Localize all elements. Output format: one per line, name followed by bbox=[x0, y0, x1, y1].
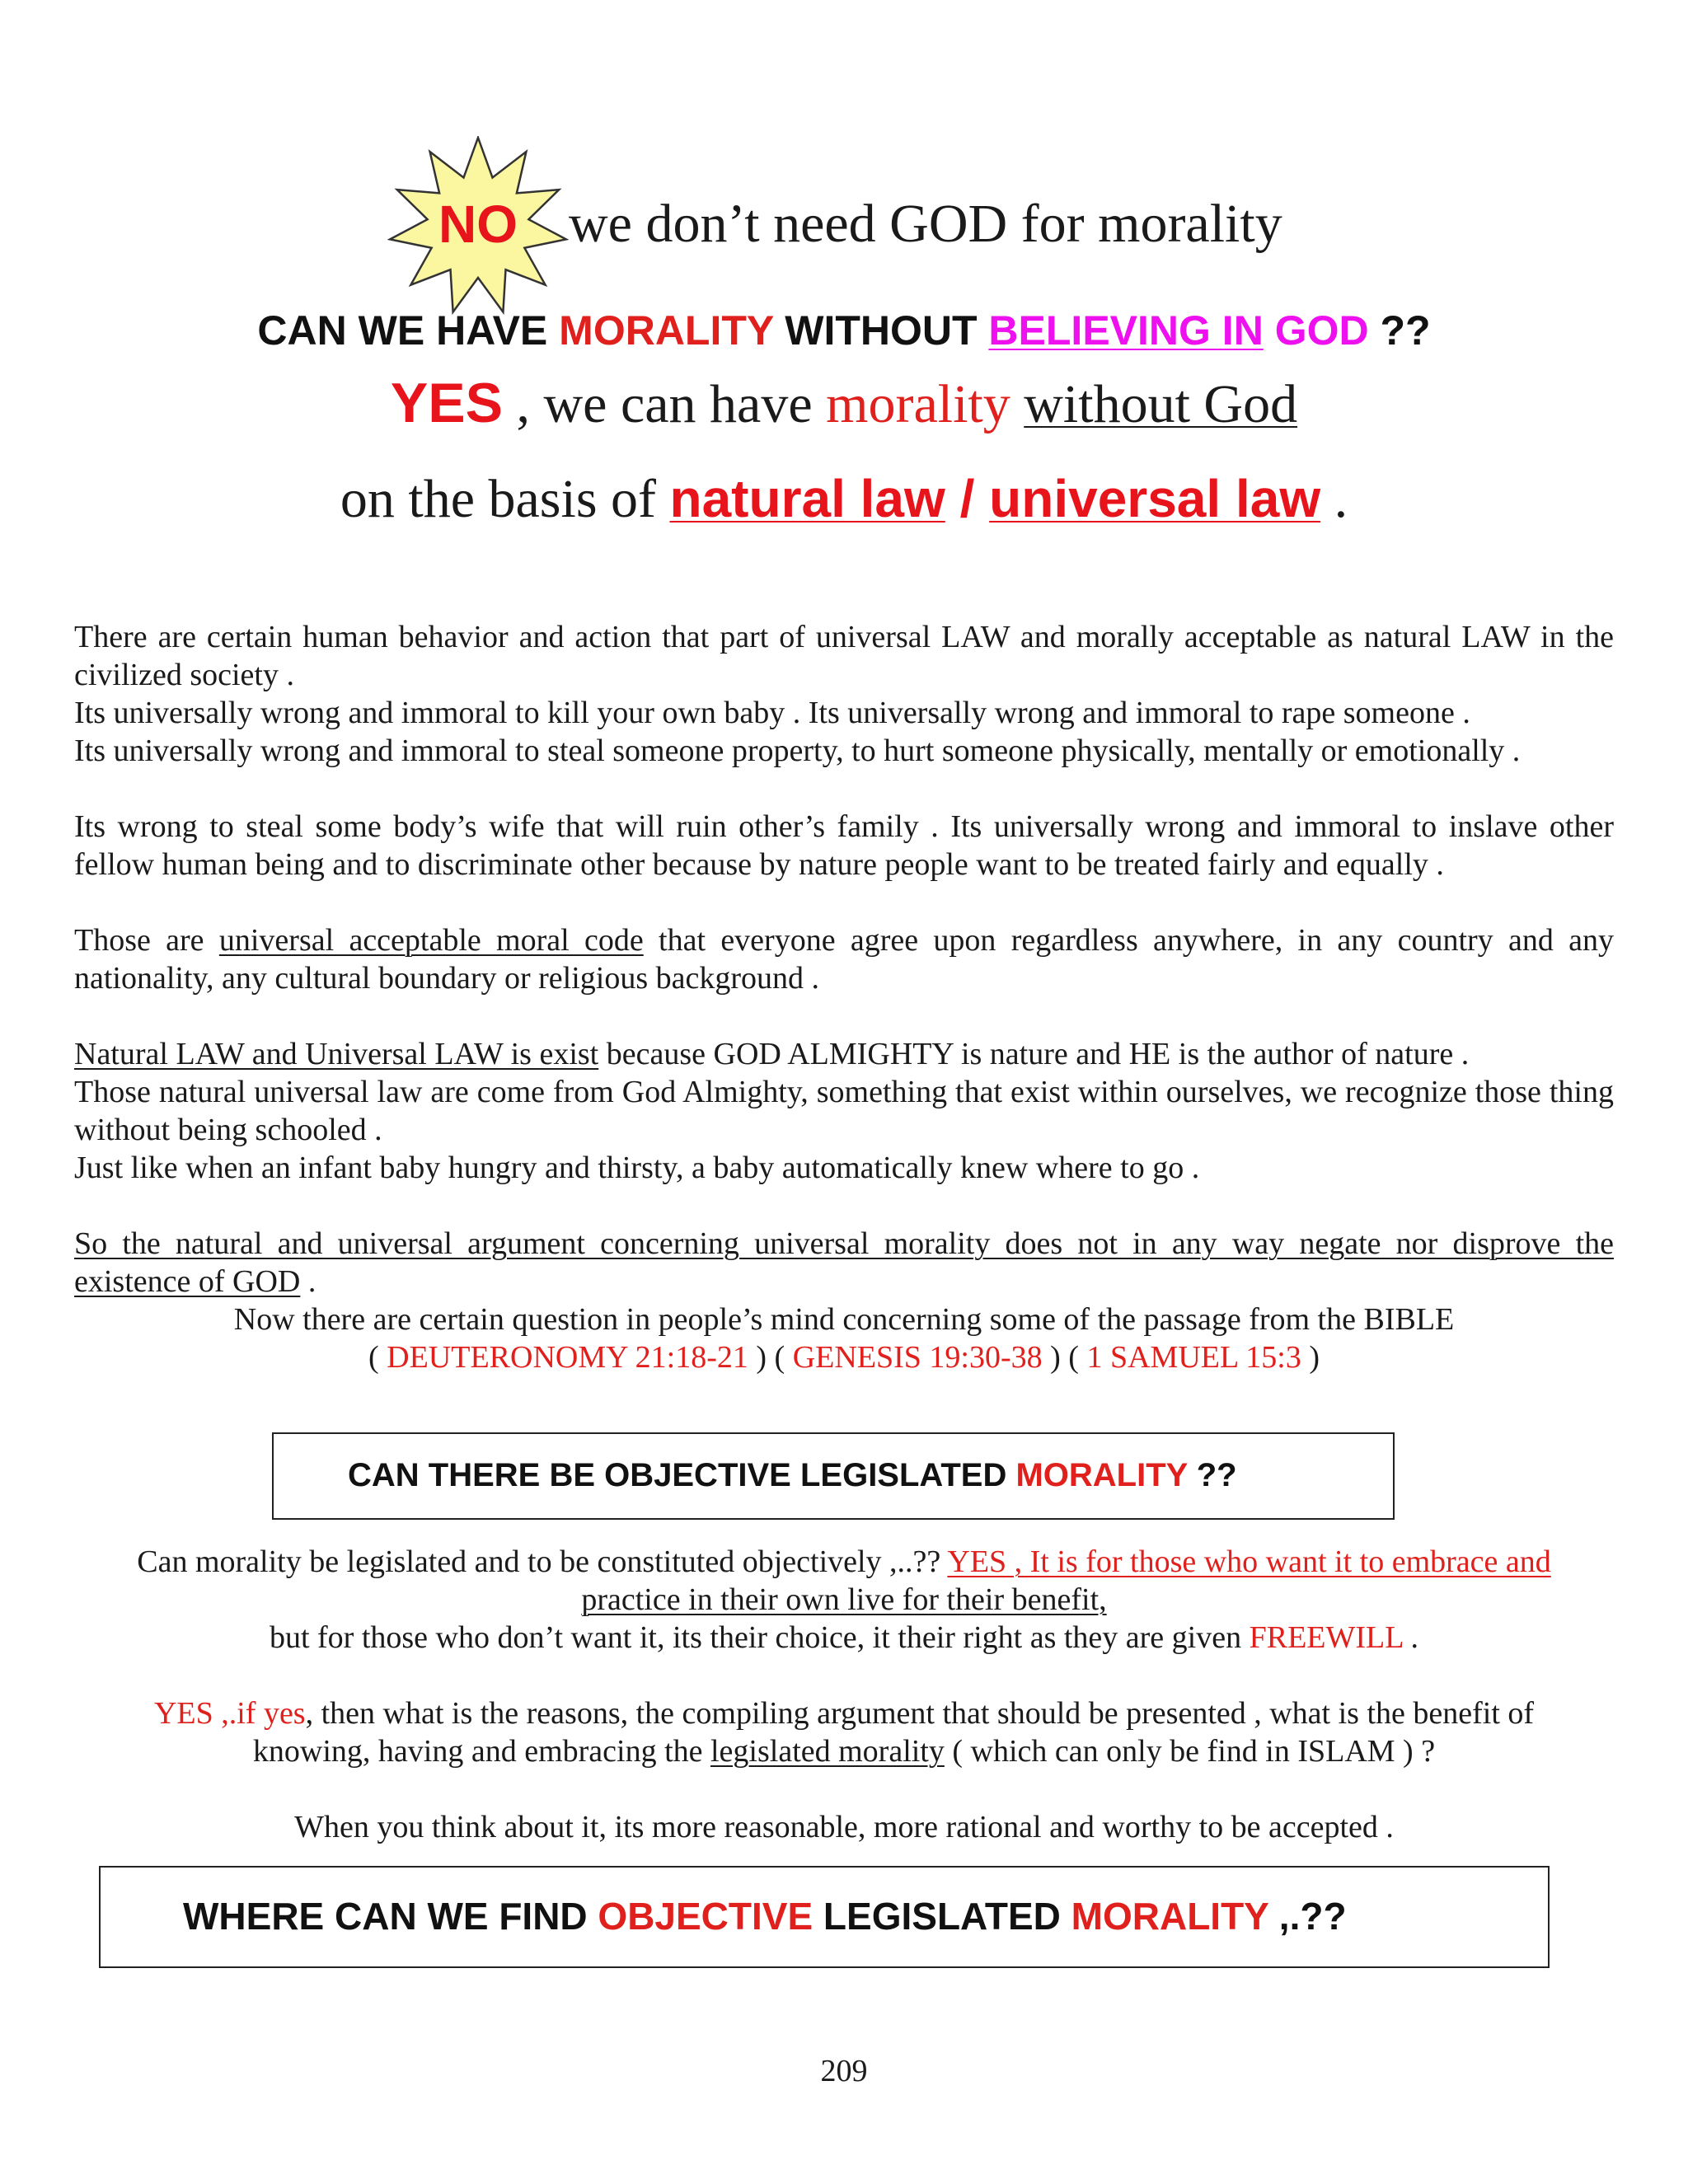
ref-paren: ) ( bbox=[748, 1340, 793, 1375]
yes-word: YES bbox=[390, 372, 503, 434]
box-text: ?? bbox=[1187, 1457, 1237, 1493]
text-line: There are certain human behavior and action that part of universal LAW and morally acceptable as natural LAW in the civilized society . bbox=[74, 620, 1614, 692]
text-line: Just like when an infant baby hungry and thirsty, a baby automatically knew where to go . bbox=[74, 1151, 1200, 1185]
universal-law: universal law bbox=[989, 469, 1321, 528]
text-span: ( which can only be find in ISLAM ) ? bbox=[944, 1734, 1436, 1769]
ref-paren: ( bbox=[368, 1340, 387, 1375]
box-morality: MORALITY bbox=[1071, 1895, 1269, 1938]
bible-references bbox=[74, 1338, 1614, 1376]
yes-part: , we can have bbox=[502, 374, 827, 434]
where-find-box bbox=[99, 1866, 1550, 1968]
body-paragraph-3 bbox=[74, 921, 1614, 997]
box-text: LEGISLATED bbox=[813, 1895, 1071, 1938]
legislated-section bbox=[74, 1543, 1614, 1657]
ref-genesis: GENESIS 19:30-38 bbox=[792, 1340, 1043, 1375]
yes-without-god: without God bbox=[1024, 374, 1298, 434]
basis-line bbox=[0, 462, 1688, 537]
headline-no: we don’t need GOD for morality bbox=[569, 194, 1282, 254]
text-span: . bbox=[300, 1264, 316, 1299]
question-marks: ?? bbox=[1368, 307, 1431, 354]
yes-space bbox=[1010, 374, 1025, 434]
box-text: ,.?? bbox=[1268, 1895, 1347, 1938]
body-paragraph-4 bbox=[74, 1035, 1614, 1187]
text-span: because GOD ALMIGHTY is nature and HE is the author of nature . bbox=[598, 1037, 1470, 1071]
body-paragraph-5 bbox=[74, 1225, 1614, 1376]
conclusion-underlined: So the natural and universal argument concerning universal morality does not in any way negate nor disprove the existence of GOD bbox=[74, 1226, 1614, 1299]
ref-deuteronomy: DEUTERONOMY 21:18-21 bbox=[387, 1340, 748, 1375]
benefit-underlined: practice in their own live for their benefit, bbox=[581, 1582, 1107, 1617]
text-span: Can morality be legislated and to be constituted objectively ,..?? bbox=[137, 1544, 948, 1579]
freewill-word: FREEWILL bbox=[1249, 1620, 1404, 1655]
question-part: WITHOUT bbox=[773, 307, 989, 354]
page-number: 209 bbox=[820, 2054, 868, 2088]
legislated-morality-underlined: legislated morality bbox=[710, 1734, 945, 1769]
text-span: but for those who don’t want it, its their choice, it their right as they are given bbox=[269, 1620, 1250, 1655]
ref-samuel: 1 SAMUEL 15:3 bbox=[1086, 1340, 1301, 1375]
text-line: Its universally wrong and immoral to kill your own baby . Its universally wrong and immoral to rape someone . bbox=[74, 696, 1470, 730]
yes-if-yes: YES ,.if yes bbox=[153, 1696, 306, 1731]
natural-law: natural law bbox=[669, 469, 945, 528]
natural-law-underlined: Natural LAW and Universal LAW is exist bbox=[74, 1037, 599, 1071]
text-span: , then what is the reasons, the compiling argument that should be presented , what is the benefit of bbox=[305, 1696, 1535, 1731]
text-line: Its wrong to steal some body’s wife that will ruin other’s family . Its universally wrong and immoral to inslave other fellow human being and to discriminate other because by nature people want to be treated fairly and equally . bbox=[74, 809, 1614, 882]
reasons-section bbox=[74, 1694, 1614, 1770]
basis-part: on the basis of bbox=[340, 469, 670, 529]
question-part: CAN WE HAVE bbox=[257, 307, 560, 354]
reasonable-line bbox=[74, 1808, 1614, 1846]
yes-morality: morality bbox=[826, 374, 1010, 434]
moral-code-underlined: universal acceptable moral code bbox=[218, 923, 644, 958]
question-morality: MORALITY bbox=[559, 307, 774, 354]
question-believing-in: BELIEVING IN bbox=[988, 307, 1264, 354]
law-separator: / bbox=[945, 469, 990, 528]
body-paragraph-2 bbox=[74, 808, 1614, 883]
question-god: GOD bbox=[1263, 307, 1369, 354]
box-objective: OBJECTIVE bbox=[598, 1895, 814, 1938]
no-word: NO bbox=[438, 194, 518, 254]
ref-paren: ) bbox=[1301, 1340, 1320, 1375]
yes-underlined: YES , It is for those who want it to embrace and bbox=[947, 1544, 1551, 1579]
box-text: CAN THERE BE OBJECTIVE LEGISLATED bbox=[348, 1457, 1016, 1493]
box-text: WHERE CAN WE FIND bbox=[183, 1895, 598, 1938]
body-paragraph-1 bbox=[74, 618, 1614, 770]
text-span: Those are bbox=[74, 923, 219, 958]
text-span: knowing, having and embracing the bbox=[252, 1734, 710, 1769]
text-span: . bbox=[1403, 1620, 1419, 1655]
text-line: Those natural universal law are come from God Almighty, something that exist within ourselves, we recognize those thing without being schooled . bbox=[74, 1075, 1614, 1147]
main-question bbox=[0, 302, 1688, 359]
text-line: When you think about it, its more reasonable, more rational and worthy to be accepted . bbox=[294, 1810, 1394, 1844]
yes-answer bbox=[0, 366, 1688, 442]
box-morality: MORALITY bbox=[1015, 1457, 1188, 1493]
ref-paren: ) ( bbox=[1042, 1340, 1087, 1375]
text-line: Now there are certain question in people’s mind concerning some of the passage from the BIBLE bbox=[233, 1302, 1455, 1337]
text-line: Its universally wrong and immoral to steal someone property, to hurt someone physically, mentally or emotionally . bbox=[74, 733, 1521, 768]
objective-morality-box bbox=[272, 1432, 1395, 1520]
text-span: that everyone agree upon regardless anywhere, in any country and any nationality, any cultural boundary or religious background . bbox=[74, 923, 1614, 996]
basis-end: . bbox=[1320, 469, 1348, 529]
